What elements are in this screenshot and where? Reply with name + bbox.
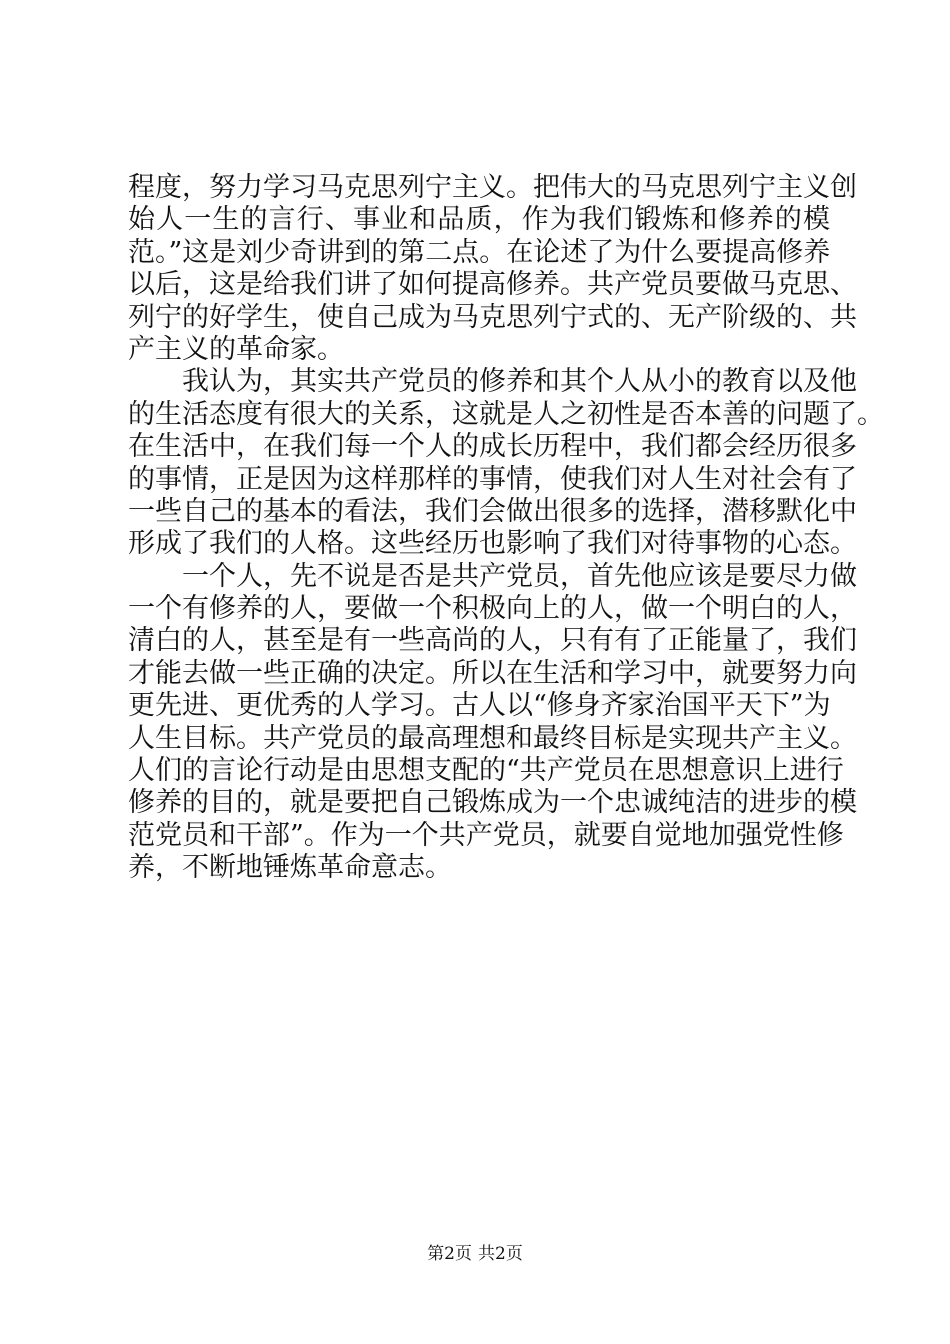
text-line: 养，不断地锤炼革命意志。 — [128, 852, 452, 884]
text-line: 形成了我们的人格。这些经历也影响了我们对待事物的心态。 — [128, 528, 857, 560]
document-body — [128, 172, 884, 885]
page-number: 第2页 — [427, 1244, 472, 1264]
text-line: 程度，努力学习马克思列宁主义。把伟大的马克思列宁主义创 — [128, 172, 857, 203]
text-line: 的生活态度有很大的关系，这就是人之初性是否本善的问题了。 — [128, 398, 884, 430]
text-line: 人们的言论行动是由思想支配的“共产党员在思想意识上进行 — [128, 755, 844, 787]
text-line: 的事情，正是因为这样那样的事情，使我们对人生对社会有了 — [128, 463, 857, 495]
text-line: 列宁的好学生，使自己成为马克思列宁式的、无产阶级的、共 — [128, 301, 857, 333]
text-line: 范党员和干部”。作为一个共产党员，就要自觉地加强党性修 — [128, 819, 844, 851]
page-footer — [0, 1244, 950, 1264]
text-line: 以后，这是给我们讲了如何提高修养。共产党员要做马克思、 — [128, 269, 857, 301]
text-line: 更先进、更优秀的人学习。古人以“修身齐家治国平天下”为 — [128, 690, 831, 722]
text-line: 修养的目的，就是要把自己锻炼成为一个忠诚纯洁的进步的模 — [128, 787, 857, 819]
text-line: 在生活中，在我们每一个人的成长历程中，我们都会经历很多 — [128, 431, 857, 463]
text-line: 一个有修养的人，要做一个积极向上的人，做一个明白的人， — [128, 593, 857, 625]
text-line: 一些自己的基本的看法，我们会做出很多的选择，潜移默化中 — [128, 495, 857, 527]
paragraph-first-line: 一个人，先不说是否是共产党员，首先他应该是要尽力做 — [182, 560, 857, 592]
text-line: 始人一生的言行、事业和品质，作为我们锻炼和修养的模 — [128, 204, 830, 236]
page-total: 共2页 — [478, 1244, 523, 1264]
text-line: 产主义的革命家。 — [128, 333, 344, 365]
text-line: 清白的人，甚至是有一些高尚的人，只有有了正能量了，我们 — [128, 625, 857, 657]
text-line: 才能去做一些正确的决定。所以在生活和学习中，就要努力向 — [128, 657, 857, 689]
paragraph-first-line: 我认为，其实共产党员的修养和其个人从小的教育以及他 — [182, 366, 857, 398]
text-line: 范。”这是刘少奇讲到的第二点。在论述了为什么要提高修养 — [128, 236, 831, 268]
text-line: 人生目标。共产党员的最高理想和最终目标是实现共产主义。 — [128, 722, 857, 754]
